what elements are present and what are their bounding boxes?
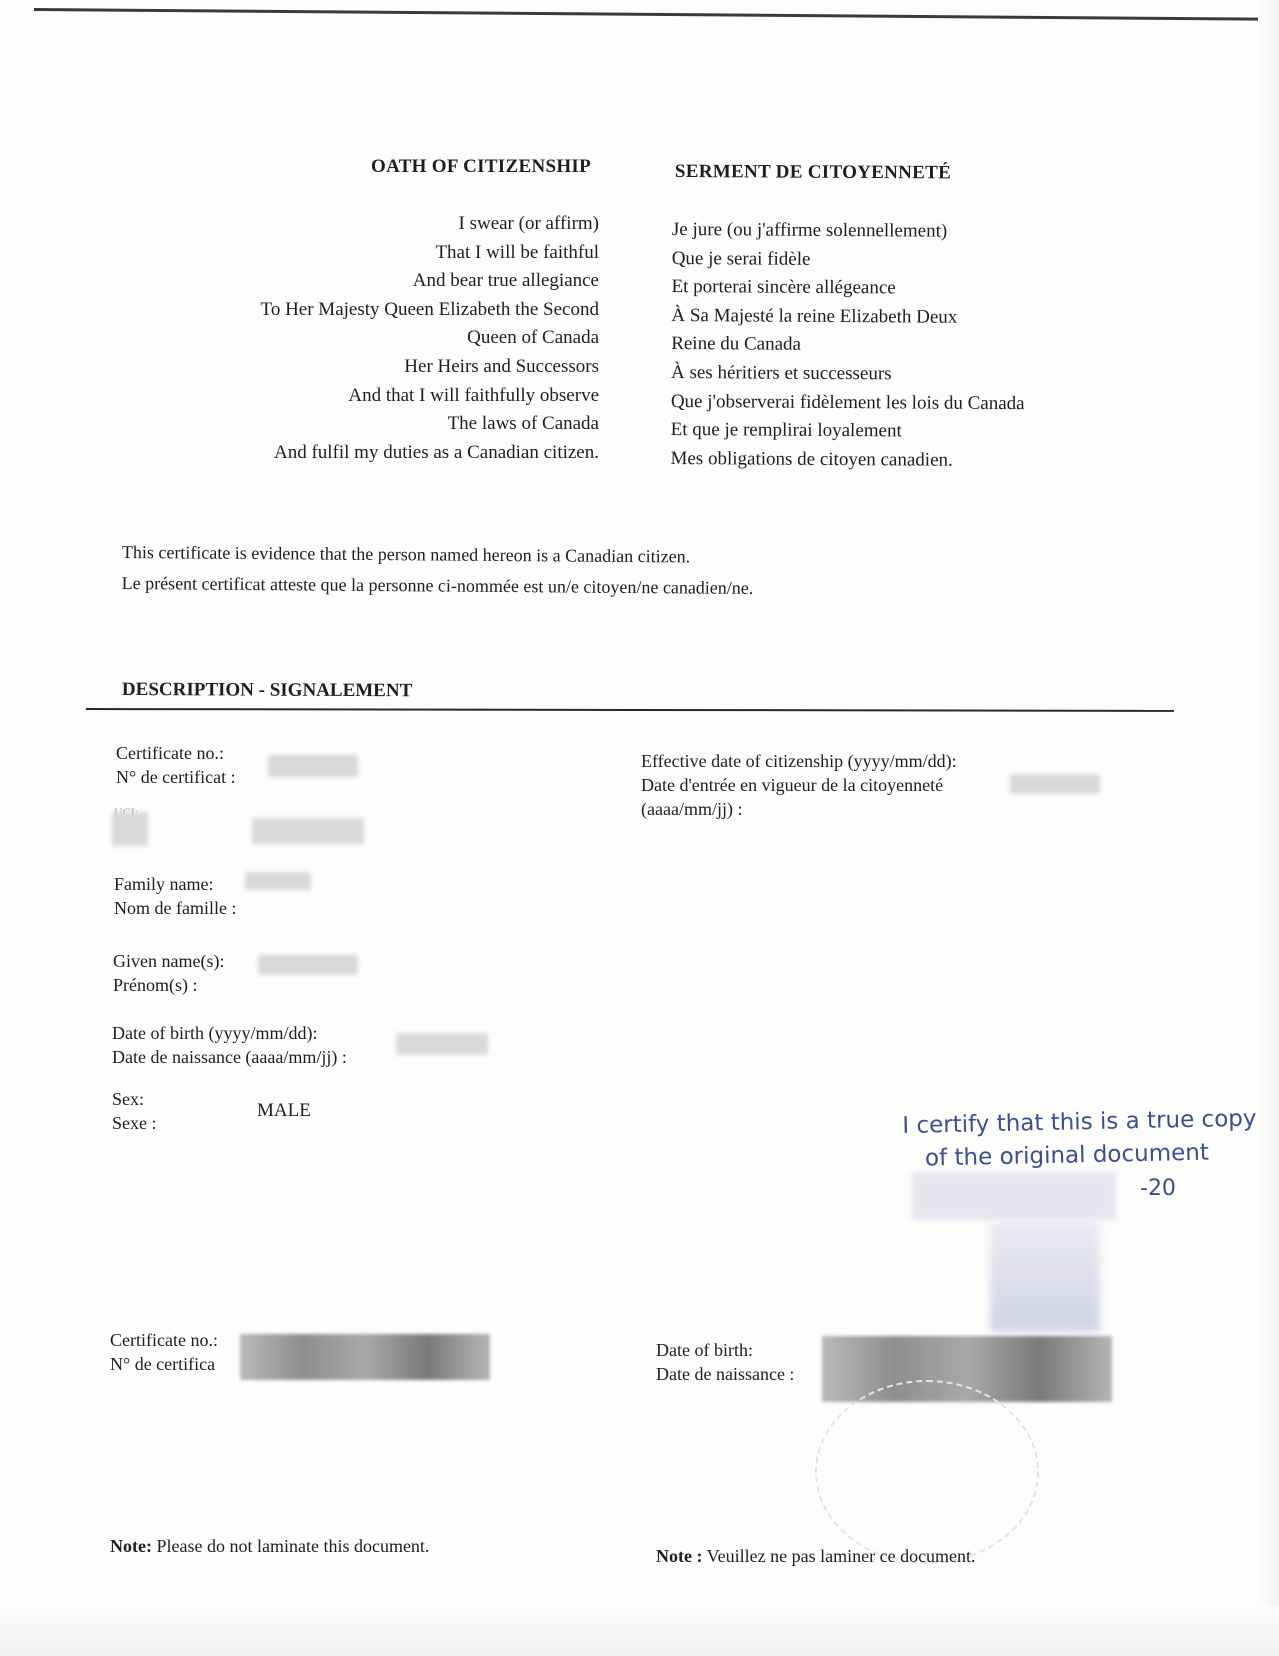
oath-line-fr: Mes obligations de citoyen canadien. xyxy=(670,447,953,471)
evidence-statement xyxy=(122,537,754,604)
effective-date-label-fr: Date d'entrée en vigueur de la citoyenneté xyxy=(641,775,944,795)
oath-line-fr: Reine du Canada xyxy=(671,333,802,356)
top-border-line xyxy=(34,8,1260,21)
oath-line-fr: Que je serai fidèle xyxy=(671,247,811,270)
oath-line-en: The laws of Canada xyxy=(447,413,599,435)
oath-text-en xyxy=(261,210,599,467)
oath-text-fr xyxy=(670,216,1025,475)
note-en-bold: Note: xyxy=(110,1536,152,1556)
bottom-certificate-barcode-redacted xyxy=(240,1334,490,1380)
oath-line-en: I swear (or affirm) xyxy=(458,213,599,234)
oath-title-fr: SERMENT DE CITOYENNETÉ xyxy=(674,161,952,184)
page-bottom-shadow xyxy=(0,1606,1279,1656)
note-fr xyxy=(656,1546,976,1567)
dob-label-en: Date of birth (yyyy/mm/dd): xyxy=(112,1023,318,1043)
sex-label-en: Sex: xyxy=(112,1089,145,1109)
bottom-certificate-no-label xyxy=(110,1328,218,1376)
oath-line-fr: Que j'observerai fidèlement les lois du Canada xyxy=(670,390,1025,414)
oath-line-en: That I will be faithful xyxy=(435,241,599,263)
given-names-label-en: Given name(s): xyxy=(113,951,225,971)
family-name-label-en: Family name: xyxy=(114,874,214,894)
oath-title-en: OATH OF CITIZENSHIP xyxy=(371,156,592,177)
bottom-dob-label xyxy=(656,1338,794,1386)
bottom-dob-label-en: Date of birth: xyxy=(656,1340,753,1360)
note-fr-text: Veuillez ne pas laminer ce document. xyxy=(702,1546,976,1566)
oath-line-en: And bear true allegiance xyxy=(412,270,599,292)
family-name-redacted xyxy=(245,872,311,890)
certificate-no-redacted xyxy=(268,755,358,777)
page-edge-shadow xyxy=(1258,0,1279,1656)
dob-redacted xyxy=(396,1033,488,1055)
stamp-date-fragment: -20 xyxy=(1140,1176,1176,1201)
note-en-text: Please do not laminate this document. xyxy=(151,1536,430,1556)
effective-date-label-fr-format: (aaaa/mm/jj) : xyxy=(641,799,743,819)
certificate-no-label-fr: N° de certificat : xyxy=(116,767,236,787)
oath-line-en: Her Heirs and Successors xyxy=(404,355,599,377)
effective-date-label xyxy=(641,749,957,821)
oath-line-en: To Her Majesty Queen Elizabeth the Second xyxy=(260,298,599,320)
stamp-signature-redacted xyxy=(912,1172,1116,1220)
oath-line-en: And that I will faithfully observe xyxy=(348,384,599,406)
oath-line-en: And fulfil my duties as a Canadian citizen. xyxy=(273,441,599,463)
evidence-fr: Le présent certificat atteste que la personne ci-nommée est un/e citoyen/ne canadien/ne. xyxy=(121,572,754,598)
dob-label xyxy=(112,1021,347,1069)
family-name-label-fr: Nom de famille : xyxy=(114,898,237,918)
sex-label xyxy=(112,1087,157,1135)
oath-line-en: Queen of Canada xyxy=(467,327,599,349)
uci-label xyxy=(114,800,138,808)
given-names-label xyxy=(113,949,224,997)
effective-date-redacted xyxy=(1010,774,1100,794)
embossed-seal xyxy=(815,1380,1039,1564)
bottom-certificate-no-label-fr: N° de certifica xyxy=(110,1354,216,1374)
certification-stamp xyxy=(902,1103,1258,1176)
oath-line-fr: À Sa Majesté la reine Elizabeth Deux xyxy=(671,304,958,328)
note-fr-bold: Note : xyxy=(656,1546,703,1566)
certificate-no-label xyxy=(116,741,236,789)
bottom-certificate-no-label-en: Certificate no.: xyxy=(110,1330,218,1350)
uci-value-redacted xyxy=(252,818,364,844)
effective-date-label-en: Effective date of citizenship (yyyy/mm/dd): xyxy=(641,751,957,771)
note-en xyxy=(110,1536,429,1557)
certificate-no-label-en: Certificate no.: xyxy=(116,743,224,763)
given-names-label-fr: Prénom(s) : xyxy=(113,975,198,995)
oath-line-fr: Et que je remplirai loyalement xyxy=(670,419,902,442)
description-divider xyxy=(86,708,1174,712)
dob-label-fr: Date de naissance (aaaa/mm/jj) : xyxy=(112,1047,347,1067)
uci-label-redacted xyxy=(112,812,148,846)
family-name-label xyxy=(114,872,236,920)
stamp-line-2: of the original document xyxy=(924,1139,1210,1172)
oath-line-fr: À ses héritiers et successeurs xyxy=(670,361,892,385)
sex-value: MALE xyxy=(257,1100,311,1121)
oath-line-fr: Je jure (ou j'affirme solennellement) xyxy=(671,218,948,242)
sex-label-fr: Sexe : xyxy=(112,1113,157,1133)
stamp-line-1: I certify that this is a true copy xyxy=(902,1105,1257,1139)
bottom-dob-label-fr: Date de naissance : xyxy=(656,1364,795,1384)
evidence-en: This certificate is evidence that the person named hereon is a Canadian citizen. xyxy=(121,541,691,567)
given-names-redacted xyxy=(258,955,358,975)
description-title: DESCRIPTION - SIGNALEMENT xyxy=(121,679,413,702)
signature-redacted xyxy=(990,1222,1100,1332)
oath-line-fr: Et porterai sincère allégeance xyxy=(671,276,896,299)
